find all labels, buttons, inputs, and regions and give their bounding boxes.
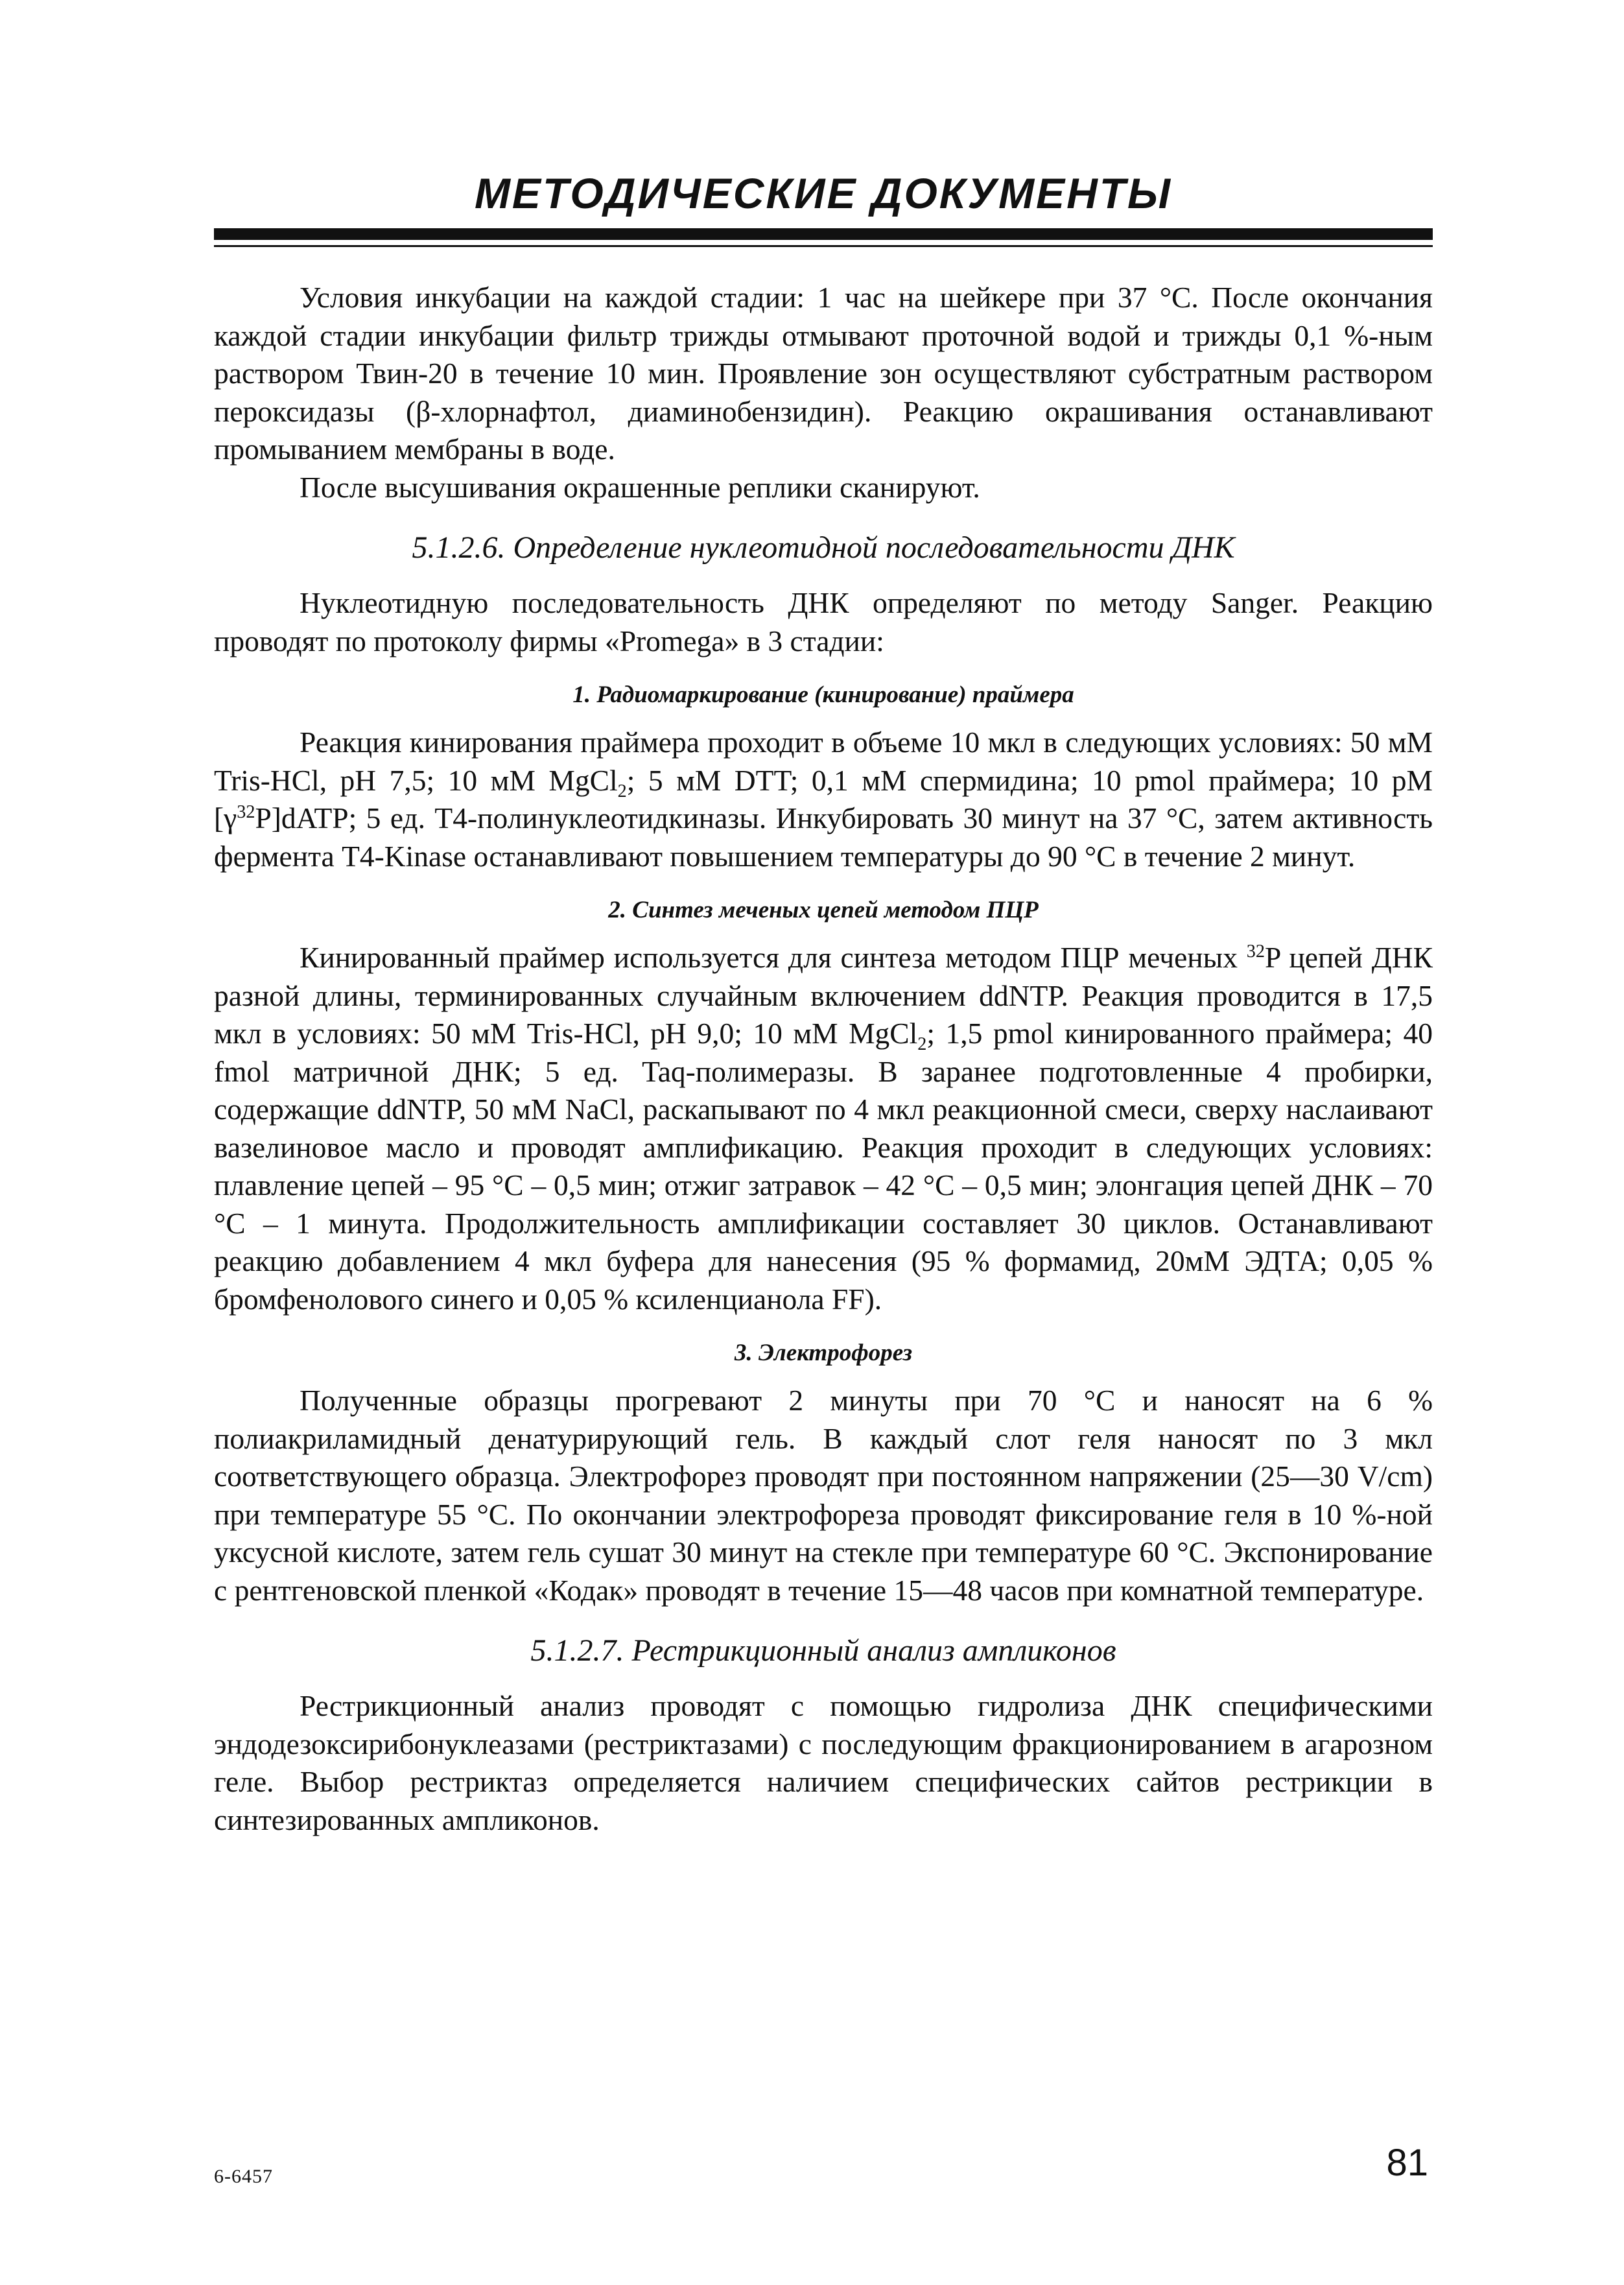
subsection-title-kination: 1. Радиомаркирование (кинирование) праймера [572,681,1074,708]
text-segment: ; 5 мМ DTT; 0,1 мМ спермидина; 10 pmol праймера; 10 pM [γ [214,763,1433,835]
document-body [214,279,1433,1839]
paragraph-sanger: Нуклеотидную последовательность ДНК определяют по методу Sanger. Реакцию проводят по протоколу фирмы «Promega» в 3 стадии: [214,586,1433,657]
superscript: 32 [237,801,255,822]
header-rule-thin [214,245,1433,247]
subscript: 2 [917,1034,927,1055]
running-header-title: МЕТОДИЧЕСКИЕ ДОКУМЕНТЫ [474,169,1173,217]
paragraph-restriction: Рестрикционный анализ проводят с помощью гидролиза ДНК специфическими эндодезоксирибонуклеазами (рестриктазами) с последующим фракционированием в агарозном геле. Выбор рестриктаз определяется наличием специфических сайтов рестрикции в синтезированных ампликонов. [214,1689,1433,1836]
text-segment: Кинированный праймер используется для синтеза методом ПЦР меченых [300,941,1247,974]
paragraph-pcr [214,939,1433,1318]
page-number: 81 [1386,2142,1428,2184]
paragraph-incubation: Условия инкубации на каждой стадии: 1 час на шейкере при 37 °C. После окончания каждой стадии инкубации фильтр трижды отмывают проточной водой и трижды 0,1 %-ным раствором Твин-20 в течение 10 мин. Проявление зон осуществляют субстратным раствором пероксидазы (β-хлорнафтол, диаминобензидин). Реакцию окрашивания останавливают промыванием мембраны в воде. [214,281,1433,466]
subsection-title-electrophoresis: 3. Электрофорез [734,1340,913,1366]
section-title-sequencing: 5.1.2.6. Определение нуклеотидной последовательности ДНК [412,530,1235,565]
text-segment: Реакция кинирования праймера проходит в объеме 10 мкл в следующих условиях: 50 мМ Tris-HCl, pH 7,5; 10 мМ MgCl [214,726,1433,797]
paragraph-scanning: После высушивания окрашенные реплики сканируют. [300,470,980,504]
subsection-title-pcr: 2. Синтез меченых цепей методом ПЦР [608,897,1039,923]
superscript: 32 [1246,941,1265,962]
paragraph-electrophoresis: Полученные образцы прогревают 2 минуты при 70 °С и наносят на 6 % полиакриламидный денатурирующий гель. В каждый слот геля наносят по 3 мкл соответствующего образца. Электрофорез проводят при постоянном напряжении (25—30 V/cm) при температуре 55 °С. По окончании электрофореза проводят фиксирование геля в 10 %-ной уксусной кислоте, затем гель сушат 30 минут на стекле при температуре 60 °С. Экспонирование с рентгеновской пленкой «Кодак» проводят в течение 15—48 часов при комнатной температуре. [214,1384,1433,1607]
text-segment: ; 1,5 pmol кинированного праймера; 40 fmol матричной ДНК; 5 ед. Taq-полимеразы. В заранее подготовленные 4 пробирки, содержащие ddNTP, 50 мМ NaCl, раскапывают по 4 мкл реакционной смеси, сверху наслаивают вазелиновое масло и проводят амплификацию. Реакция проходит в следующих условиях: плавление цепей – 95 °С – 0,5 мин; отжиг затравок – 42 °С – 0,5 мин; элонгация цепей ДНК – 70 °С – 1 минута. Продолжительность амплификации составляет 30 циклов. Останавливают реакцию добавлением 4 мкл буфера для нанесения (95 % формамид, 20мМ ЭДТА; 0,05 % бромфенолового синего и 0,05 % ксиленцианола FF). [214,1017,1433,1316]
text-segment: P]dATP; 5 ед. T4-полинуклеотидкиназы. Инкубировать 30 минут на 37 °С, затем активность фермента T4-Kinase останавливают повышением температуры до 90 °С в течение 2 минут. [214,801,1433,873]
subscript: 2 [617,781,627,801]
section-title-restriction: 5.1.2.7. Рестрикционный анализ ампликонов [530,1633,1116,1668]
footer-print-code: 6-6457 [214,2166,273,2187]
header-rule-thick [214,228,1433,240]
paragraph-kination [214,724,1433,875]
text-segment: P цепей ДНК разной длины, терминированных случайным включением ddNTP. Реакция проводится в 17,5 мкл в условиях: 50 мМ Tris-HCl, pH 9,0; 10 мМ MgCl [214,941,1433,1050]
